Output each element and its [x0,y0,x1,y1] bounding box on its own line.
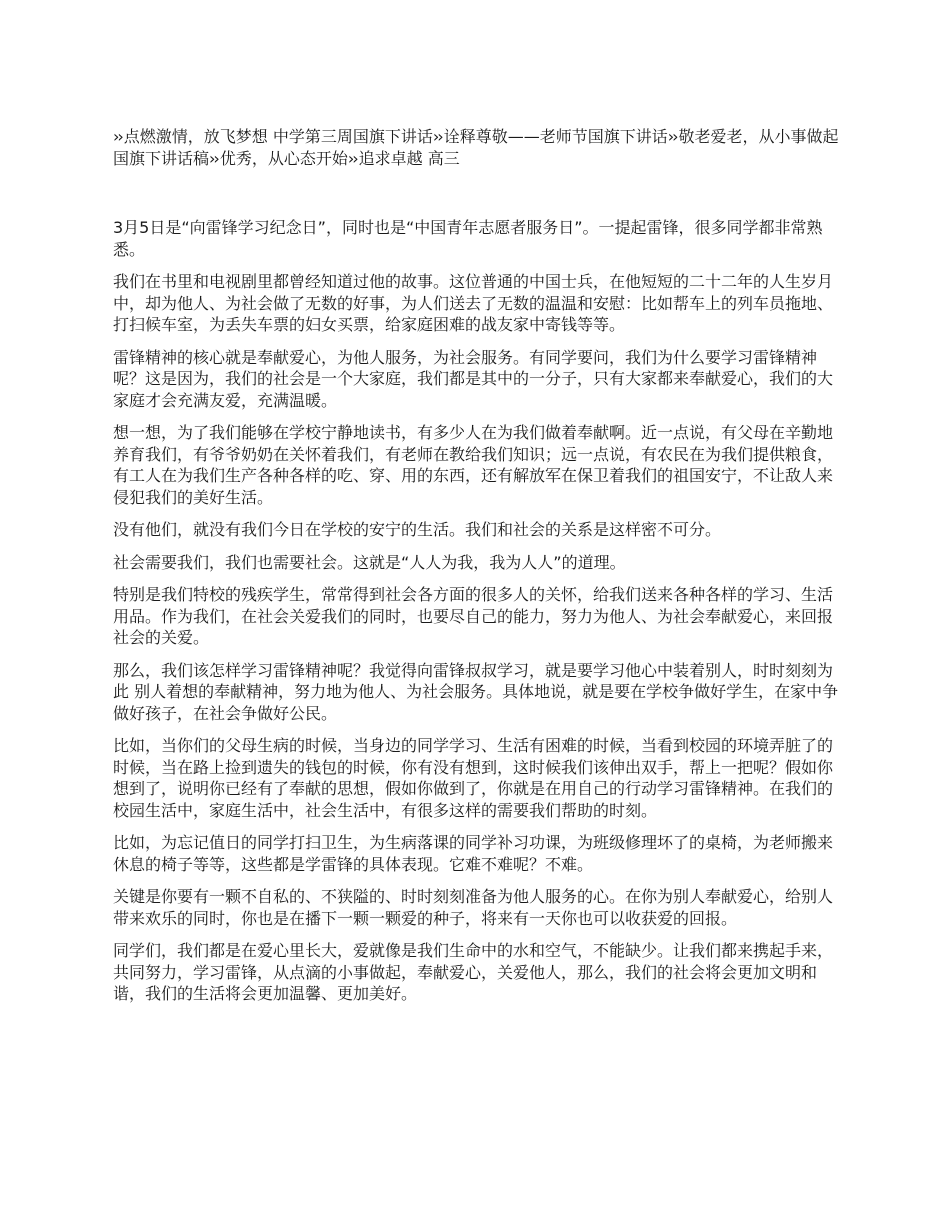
link-separator: ›› [209,149,218,168]
paragraph: 我们在书里和电视剧里都曾经知道过他的故事。这位普通的中国士兵，在他短短的二十二年的人生岁月中，却为他人、为社会做了无数的好事，为人们送去了无数的温温和安慰：比如帮车上的列车员拖地、打扫候车室，为丢失车票的妇女买票，给家庭困难的战友家中寄钱等等。 [113,272,834,334]
related-link[interactable]: 优秀，从心态开始 [219,149,348,168]
article-body [113,217,840,1005]
related-link[interactable]: 点燃激情，放飞梦想 中学第三周国旗下讲话 [123,127,433,146]
paragraph: 雷锋精神的核心就是奉献爱心，为他人服务，为社会服务。有同学要问，我们为什么要学习雷锋精神呢？这是因为，我们的社会是一个大家庭，我们都是其中的一分子，只有大家都来奉献爱心，我们的大家庭才会充满友爱，充满温暖。 [113,347,834,410]
link-separator: ›› [347,149,357,168]
paragraph: 那么，我们该怎样学习雷锋精神呢？我觉得向雷锋叔叔学习，就是要学习他心中装着别人，时时刻刻为此 别人着想的奉献精神，努力地为他人、为社会服务。具体地说，就是要在学校争做好学生，在家中争做好孩子，在社会争做好公民。 [113,660,839,723]
related-link[interactable]: 追求卓越 高三 [358,149,460,168]
paragraph: 3月5日是“向雷锋学习纪念日”，同时也是“中国青年志愿者服务日”。一提起雷锋，很多同学都非常熟悉。 [113,218,823,259]
paragraph: 比如，当你们的父母生病的时候，当身边的同学学习、生活有困难的时候，当看到校园的环境弄脏了的时候，当在路上捡到遗失的钱包的时候，你有没有想到，这时候我们该伸出双手，帮上一把呢？假如你想到了，说明你已经有了奉献的思想，假如你做到了，你就是在用自己的行动学习雷锋精神。在我们的校园生活中，家庭生活中，社会生活中，有很多这样的需要我们帮助的时刻。 [113,736,834,820]
paragraph: 关键是你要有一颗不自私的、不狭隘的、时时刻刻准备为他人服务的心。在你为别人奉献爱心，给别人带来欢乐的同时，你也是在播下一颗一颗爱的种子，将来有一天你也可以收获爱的回报。 [113,887,834,928]
paragraph: 同学们，我们都是在爱心里长大，爱就像是我们生命中的水和空气，不能缺少。让我们都来携起手来，共同努力，学习雷锋，从点滴的小事做起，奉献爱心，关爱他人，那么，我们的社会将会更加文明和谐，我们的生活将会更加温馨、更加美好。 [113,941,834,1003]
paragraph: 没有他们，就没有我们今日在学校的安宁的生活。我们和社会的关系是这样密不可分。 [113,520,722,539]
paragraph: 社会需要我们，我们也需要社会。这就是“人人为我，我为人人”的道理。 [113,552,626,572]
paragraph: 特别是我们特校的残疾学生，常常得到社会各方面的很多人的关怀，给我们送来各种各样的学习、生活用品。作为我们，在社会关爱我们的同时，也要尽自己的能力，努力为他人、为社会奉献爱心，来回报社会的关爱。 [113,585,834,647]
link-separator: ›› [432,127,442,146]
link-separator: ›› [113,127,122,146]
related-links [113,126,840,170]
link-separator: ›› [667,127,677,146]
paragraph: 想一想，为了我们能够在学校宁静地读书，有多少人在为我们做着奉献啊。近一点说，有父母在辛勤地养育我们，有爷爷奶奶在关怀着我们，有老师在教给我们知识；远一点说，有农民在为我们提供粮食，有工人在为我们生产各种各样的吃、穿、用的东西，还有解放军在保卫着我们的祖国安宁，不让敌人来侵犯我们的美好生活。 [113,423,834,507]
paragraph: 比如，为忘记值日的同学打扫卫生，为生病落课的同学补习功课，为班级修理坏了的桌椅，为老师搬来休息的椅子等等，这些都是学雷锋的具体表现。它难不难呢？不难。 [113,833,834,874]
related-link[interactable]: 敬老爱老，从小事做起 国旗下讲话稿 [113,127,839,168]
related-link[interactable]: 诠释尊敬——老师节国旗下讲话 [443,127,668,146]
document-page [113,126,840,1016]
